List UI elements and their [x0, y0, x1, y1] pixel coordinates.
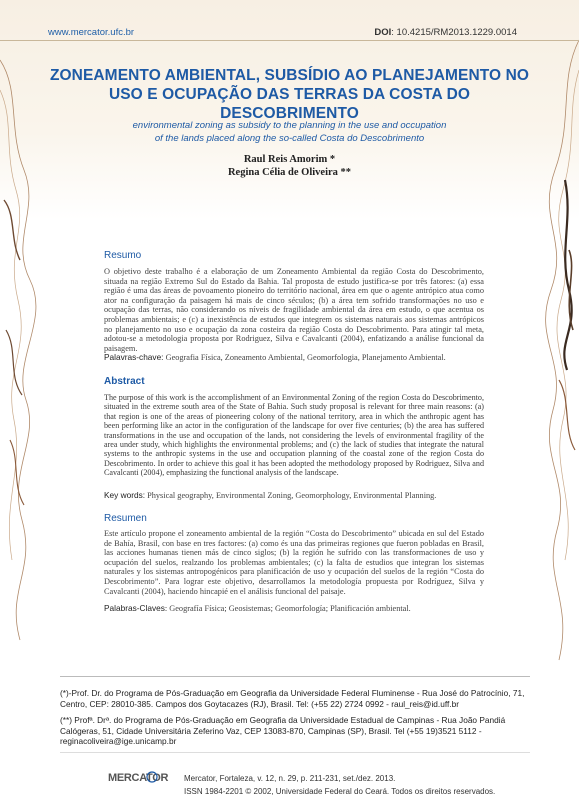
footer-citation-block	[184, 772, 495, 798]
abstract-heading: Abstract	[104, 376, 145, 387]
footnote-author-2: (**) Profª. Drª. do Programa de Pós-Graduação em Geografia da Universidade Estadual de Campinas - Rua João Pandiá Calógeras, 51, Cidade Universitária Zeferino Vaz, CEP 13083-870, Campinas (SP), Brasil. Tel (+55 19)3521 5112 - reginacoliveira@ige.unicamp.br	[60, 715, 506, 746]
author-1	[0, 154, 579, 165]
resumen-heading: Resumen	[104, 513, 147, 524]
resumo-keywords-label: Palavras-chave:	[104, 352, 164, 362]
resumen-keywords	[104, 603, 484, 613]
journal-site-link[interactable]: www.mercator.ufc.br	[48, 27, 135, 38]
mercator-logo	[108, 770, 172, 784]
doi	[374, 27, 517, 38]
author-2	[0, 167, 579, 178]
resumo-heading: Resumo	[104, 250, 142, 261]
author-2-name: Regina Célia de Oliveira	[227, 167, 338, 178]
author-1-mark: *	[327, 154, 336, 165]
footer-citation: Mercator, Fortaleza, v. 12, n. 29, p. 211-231, set./dez. 2013.	[184, 774, 396, 783]
resumo-text: O objetivo deste trabalho é a elaboração de um Zoneamento Ambiental da região Costa do Descobrimento, situada na região Extremo Sul do Estado da Bahia. Tal proposta de estudo justifica-se por três fatores: (a) essa região é uma das áreas de povoamento pioneiro do território nacional, área em que o agente antrópico atua como ator na configuração da paisagem há mais de cinco séculos; (b) a área tem sofrido transformações no uso e ocupação das terras, não considerando os níveis de fragilidade ambiental da área em estudo, o que acentua os problemas ambientais; e (c) a inexistência de estudos que integrem os sistemas naturais aos sistemas antrópicos no planejamento no uso e ocupação da zona costeira da região Costa do Descobrimento. Para atingir tal meta, adotou-se a metodologia proposta por Rodriguez, Silva e Cavalcanti (2004), enfatizando a análise funcional da paisagem.	[104, 267, 484, 353]
title-line-1: ZONEAMENTO AMBIENTAL, SUBSÍDIO AO PLANEJAMENTO NO	[49, 67, 530, 84]
header-divider	[0, 40, 579, 41]
footnote-author-1: (*)-Prof. Dr. do Programa de Pós-Graduação em Geografia da Universidade Federal Fluminense - Rua José do Patrocínio, 71, Centro, CEP: 28010-385. Campos dos Goytacazes (RJ), Brasil. Tel: (+55 22) 2724 0992 - raul_reis@id.uff.br	[60, 688, 525, 709]
subtitle-line-1: environmental zoning as subsidy to the planning in the use and occupation	[132, 120, 447, 131]
resumen-keywords-label: Palabras-Claves	[104, 603, 165, 613]
footer-divider	[60, 752, 530, 753]
abstract-text: The purpose of this work is the accomplishment of an Environmental Zoning of the region Costa do Descobrimento, situated in the extreme south area of the State of Bahia. Such study proposal is relevant for three main reasons: (a) that region is one of the areas of pioneering colony of the national territory, area in which the anthropic agent has been performing like an actor in the configuration of the landscape for over five centuries; (b) the area has suffered transformations in the use and occupation of the lands, not considering the levels of environmental fragility of the area under study, which highlights the environmental problems; and (c) the lack of studies that integrate the natural systems to the anthropic systems in the use and occupation planning of the coastal zone of the region Costa do Descobrimento. In order to achieve this goal it has been adopted the methodology proposed by Rodriguez, Silva and Cavalcanti (2004), emphasizing the functional analysis of the landscape.	[104, 393, 484, 478]
abstract-keywords	[104, 490, 484, 500]
resumo-keywords-text: Geografia Física, Zoneamento Ambiental, Geomorfologia, Planejamento Ambiental.	[163, 353, 446, 362]
subtitle-line-2: of the lands placed along the so-called Costa do Descobrimento	[154, 132, 425, 144]
footer-issn: ISSN 1984-2201 © 2002, Universidade Federal do Ceará. Todos os direitos reservados.	[184, 787, 496, 796]
mercator-logo-text: MERCATOR	[108, 772, 169, 784]
resumen-keywords-text: : Geografía Física; Geosistemas; Geomorfología; Planificación ambiental.	[164, 604, 411, 613]
article-subtitle	[60, 120, 519, 145]
abstract-keywords-label: Key words:	[104, 490, 146, 500]
abstract-keywords-text: Physical geography, Environmental Zoning, Geomorphology, Environmental Planning.	[145, 491, 437, 500]
resumen-text: Este artículo propone el zoneamento ambiental de la región “Costa do Descobrimento” ubicada en sul del Estado de Bahía, Brasil, con base en tres factores: (a) como és una das primeiras regiones que fueron pobladas en Brasil, las acciones humanas tienen más de cinco siglos; (b) la región he sufrido con las transformaciones de uso y ocupación del suelos, realzando los problemas ambientales; (c) la falta de estudios que integran los sistemas naturales y los sistemas antropogénicos para planificación de uso y ocupación del suelos de la región “Costa do Descobrimento”. Para lograr este objetivo, desarrollamos la metodología propuesta por Rodríguez, Silva y Cavalcanti (2004), haciendo hincapié en el análisis funcional del paisaje.	[104, 529, 484, 596]
author-2-mark: **	[337, 167, 352, 178]
resumo-keywords	[104, 352, 484, 362]
article-title	[40, 66, 539, 123]
doi-value: : 10.4215/RM2013.1229.0014	[391, 27, 517, 38]
author-1-name: Raul Reis Amorim	[243, 154, 328, 165]
footnote-divider	[60, 676, 530, 677]
doi-label: DOI	[374, 27, 392, 38]
title-line-2: USO E OCUPAÇÃO DAS TERRAS DA COSTA DO DESCOBRIMENTO	[108, 86, 471, 122]
